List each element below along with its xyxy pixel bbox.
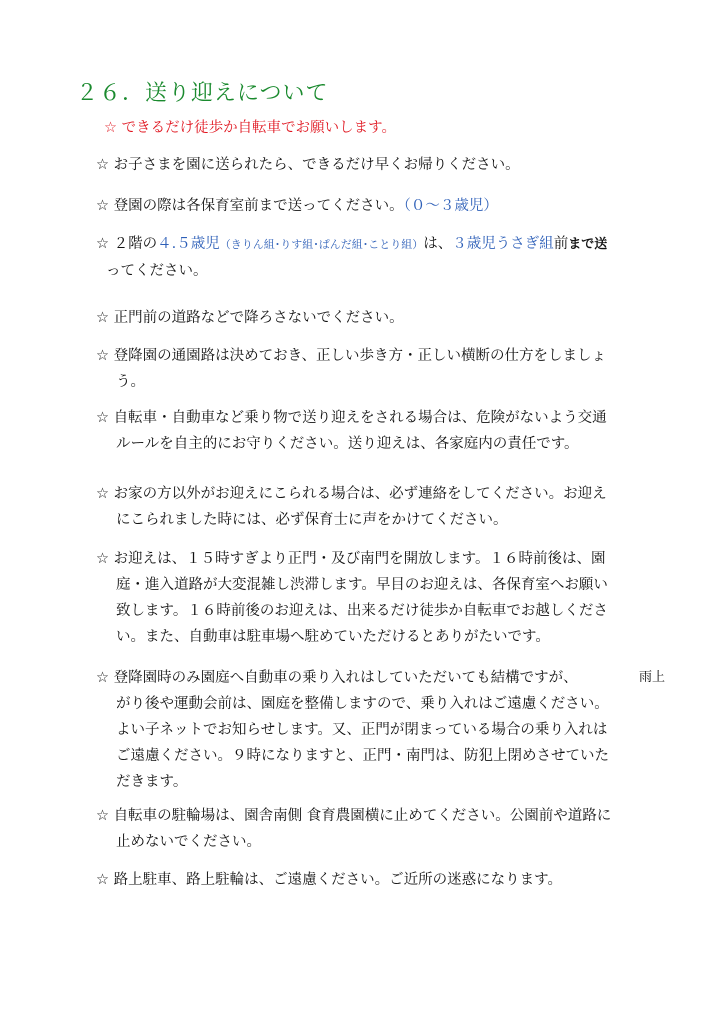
item-text: ☆ 登降園時のみ園庭へ自動車の乗り入れはしていただいても結構ですが、 xyxy=(96,670,578,686)
item-text-cont: 庭・進入道路が大変混雑し渋滞します。早目のお迎えは、各保育室へお願い xyxy=(116,577,608,593)
item-text: ☆ お家の方以外がお迎えにこられる場合は、必ず連絡をしてください。お迎え xyxy=(96,486,607,502)
item-text-cont: がり後や運動会前は、園庭を整備しますので、乗り入れはご遠慮ください。 xyxy=(116,696,609,712)
item-text: は、 xyxy=(423,236,453,252)
class-names: （きりん組･りす組･ぱんだ組･ことり組） xyxy=(219,238,424,251)
section-title: ２６．送り迎えについて xyxy=(76,81,329,106)
notice-red: ☆ できるだけ徒歩か自転車でお願いします。 xyxy=(104,120,396,136)
item-other-pickup xyxy=(96,481,686,533)
item-commute-route xyxy=(96,343,686,395)
item-text: ☆ 自転車・自動車など乗り物で送り迎えをされる場合は、危険がないよう交通 xyxy=(96,410,607,426)
item-text-cont: にこられました時には、必ず保育士に声をかけてください。 xyxy=(116,512,508,528)
item-text-cont: よい子ネットでお知らせします。又、正門が閉まっている場合の乗り入れは xyxy=(116,722,608,738)
rain-note: 雨上 xyxy=(639,670,666,685)
item-text: ☆ 登降園の通園路は決めておき、正しい歩き方・正しい横断の仕方をしましょ xyxy=(96,348,607,364)
item-text-cont: ご遠慮ください。９時になりますと、正門・南門は、防犯上閉めさせていた xyxy=(116,748,609,764)
item-send-to-classroom xyxy=(96,193,686,219)
item-text: ☆ 登園の際は各保育室前まで送ってください。 xyxy=(96,198,404,214)
age-group-4-5: ４.５歳児 xyxy=(157,236,220,252)
item-text-cont: い。また、自動車は駐車場へ駐めていただけるとありがたいです。 xyxy=(116,629,550,645)
item-car-entry xyxy=(96,665,686,795)
item-text-cont: 致します。１６時前後のお迎えは、出来るだけ徒歩か自転車でお越しくださ xyxy=(116,603,608,619)
item-go-home-early: ☆ お子さまを園に送られたら、できるだけ早くお帰りください。 xyxy=(96,157,520,173)
item-pickup-times xyxy=(96,546,686,650)
age-group-3: ３歳児うさぎ組 xyxy=(452,236,554,252)
item-text-cont: 止めないでください。 xyxy=(116,834,261,850)
item-text-cont: う。 xyxy=(116,374,145,390)
item-no-street-parking: ☆ 路上駐車、路上駐輪は、ご遠慮ください。ご近所の迷惑になります。 xyxy=(96,872,562,888)
item-text-cont: だきます。 xyxy=(116,774,188,790)
age-range-note: （０～３歳児） xyxy=(403,198,498,214)
item-text-cont: ってください。 xyxy=(106,263,208,279)
item-second-floor xyxy=(96,231,686,284)
item-text: 前 xyxy=(553,236,569,252)
item-text: ☆ お迎えは、１５時すぎより正門・及び南門を開放します。１６時前後は、園 xyxy=(96,551,606,567)
overlap-text: まで送 xyxy=(568,237,608,252)
item-text: ☆ 自転車の駐輪場は、園舎南側 食育農園横に止めてください。公園前や道路に xyxy=(96,808,612,824)
item-text: ☆ ２階の xyxy=(96,236,158,252)
item-text-cont: ルールを自主的にお守りください。送り迎えは、各家庭内の責任です。 xyxy=(116,436,579,452)
item-bicycle-parking xyxy=(96,803,686,855)
item-no-drop-off-road: ☆ 正門前の道路などで降ろさないでください。 xyxy=(96,310,404,326)
item-traffic-rules xyxy=(96,405,686,457)
